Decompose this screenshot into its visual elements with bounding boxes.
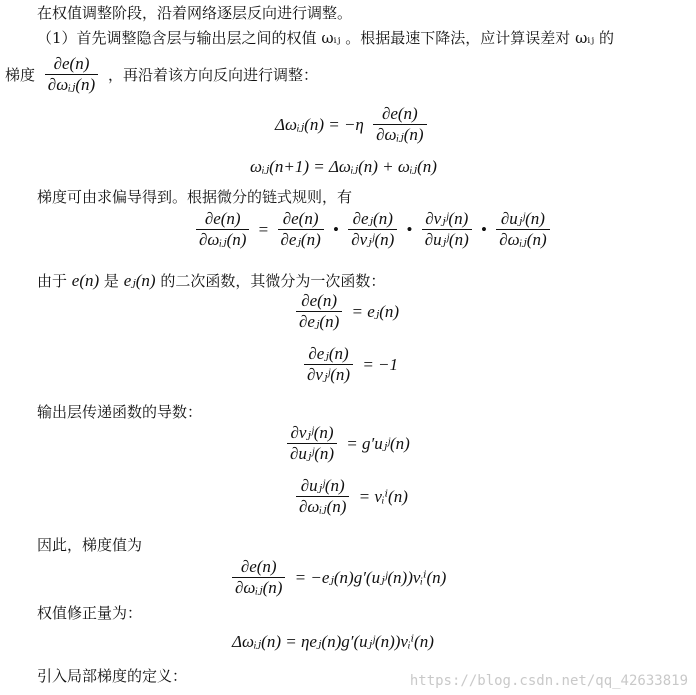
eq-rhs: = −eⱼ(n)g′(uⱼʲ(n))vᵢⁱ(n) <box>294 567 447 587</box>
numerator: ∂e(n) <box>373 104 426 125</box>
fraction-de-dw <box>232 557 285 598</box>
eq-rhs: = vᵢⁱ(n) <box>358 486 408 506</box>
dot: • <box>481 219 487 239</box>
denominator: ∂vⱼʲ(n) <box>351 230 395 249</box>
numerator: ∂e(n) <box>196 209 249 230</box>
fraction-de-dw <box>45 54 98 95</box>
fraction-de-dej <box>296 291 342 332</box>
paragraph-gradient-value: 因此，梯度值为 <box>37 536 143 554</box>
eq-rhs: = eⱼ(n) <box>351 301 400 321</box>
eq-rhs: = −1 <box>362 354 399 374</box>
symbol-e: e(n) <box>71 271 100 290</box>
label-adjust: ，再沿着该方向反向进行调整： <box>107 65 318 84</box>
numerator: ∂e(n) <box>278 209 324 230</box>
paragraph-output-derivative: 输出层传递函数的导数： <box>37 403 203 421</box>
equation-dej-dv <box>302 344 401 385</box>
paragraph-quadratic <box>37 271 385 291</box>
denominator: ∂vⱼʲ(n) <box>307 365 351 384</box>
denominator: ∂ωᵢⱼ(n) <box>499 230 547 249</box>
denominator: ∂eⱼ(n) <box>280 230 321 249</box>
denominator: ∂uⱼʲ(n) <box>424 230 469 249</box>
text-is: 是 <box>99 272 124 290</box>
eq-rhs: = g′uⱼʲ(n) <box>346 433 410 453</box>
equation-delta-weight <box>272 104 429 145</box>
fraction-de-dej <box>278 209 324 250</box>
equation-chain-rule <box>194 209 552 250</box>
watermark-url: https://blog.csdn.net/qq_42633819 <box>409 673 688 689</box>
equation-dv-du <box>285 423 413 464</box>
numerator: ∂eⱼ(n) <box>348 209 397 230</box>
fraction-du-dw <box>496 209 549 250</box>
equation-weight-update: ωᵢⱼ(n+1) = Δωᵢⱼ(n) + ωᵢⱼ(n) <box>250 157 437 176</box>
dot: • <box>333 219 339 239</box>
paragraph-local-gradient: 引入局部梯度的定义： <box>37 667 188 685</box>
fraction-dv-du <box>422 209 472 250</box>
dot: • <box>406 219 413 239</box>
numerator: ∂vⱼʲ(n) <box>287 423 337 444</box>
fraction-dej-dv <box>348 209 397 250</box>
denominator: ∂ωᵢⱼ(n) <box>299 497 347 516</box>
equation-du-dw <box>294 476 411 517</box>
fraction-de-dw <box>196 209 249 250</box>
denominator: ∂uⱼʲ(n) <box>290 444 335 463</box>
paragraph-intro: 在权值调整阶段，沿着网络逐层反向进行调整。 <box>37 4 353 22</box>
equation-correction: Δωᵢⱼ(n) = ηeⱼ(n)g′(uⱼʲ(n))vᵢⁱ(n) <box>232 632 434 651</box>
denominator: ∂ωᵢⱼ(n) <box>199 230 247 249</box>
paragraph-correction: 权值修正量为： <box>37 604 143 622</box>
numerator: ∂uⱼʲ(n) <box>496 209 549 230</box>
denominator: ∂ωᵢⱼ(n) <box>235 578 283 597</box>
numerator: ∂e(n) <box>296 291 342 312</box>
symbol-ej: eⱼ(n) <box>123 271 156 290</box>
eq-lhs: Δωᵢⱼ(n) = −η <box>275 114 364 134</box>
denominator: ∂eⱼ(n) <box>299 312 340 331</box>
fraction-dv-du <box>287 423 337 464</box>
paragraph-chain-rule: 梯度可由求偏导得到。根据微分的链式规则，有 <box>37 188 353 206</box>
paragraph-step-1: （1）首先调整隐含层与输出层之间的权值 ωᵢⱼ 。根据最速下降法，应计算误差对 ωᵢⱼ 的 <box>37 29 615 47</box>
numerator: ∂vⱼʲ(n) <box>422 209 472 230</box>
numerator: ∂e(n) <box>232 557 285 578</box>
numerator: ∂uⱼʲ(n) <box>296 476 349 497</box>
paragraph-gradient <box>2 54 321 95</box>
fraction-du-dw <box>296 476 349 517</box>
eq-sign: = <box>258 219 269 239</box>
fraction-de-dw <box>373 104 426 145</box>
text-quadratic: 的二次函数，其微分为一次函数： <box>155 272 386 290</box>
denominator: ∂ωᵢⱼ(n) <box>47 75 96 94</box>
numerator: ∂e(n) <box>45 54 98 75</box>
equation-de-dej <box>294 291 402 332</box>
denominator: ∂ωᵢⱼ(n) <box>376 125 424 144</box>
equation-gradient <box>230 557 449 598</box>
numerator: ∂eⱼ(n) <box>304 344 353 365</box>
fraction-dej-dv <box>304 344 353 385</box>
label-gradient: 梯度 <box>5 65 36 84</box>
text-since: 由于 <box>37 272 72 290</box>
